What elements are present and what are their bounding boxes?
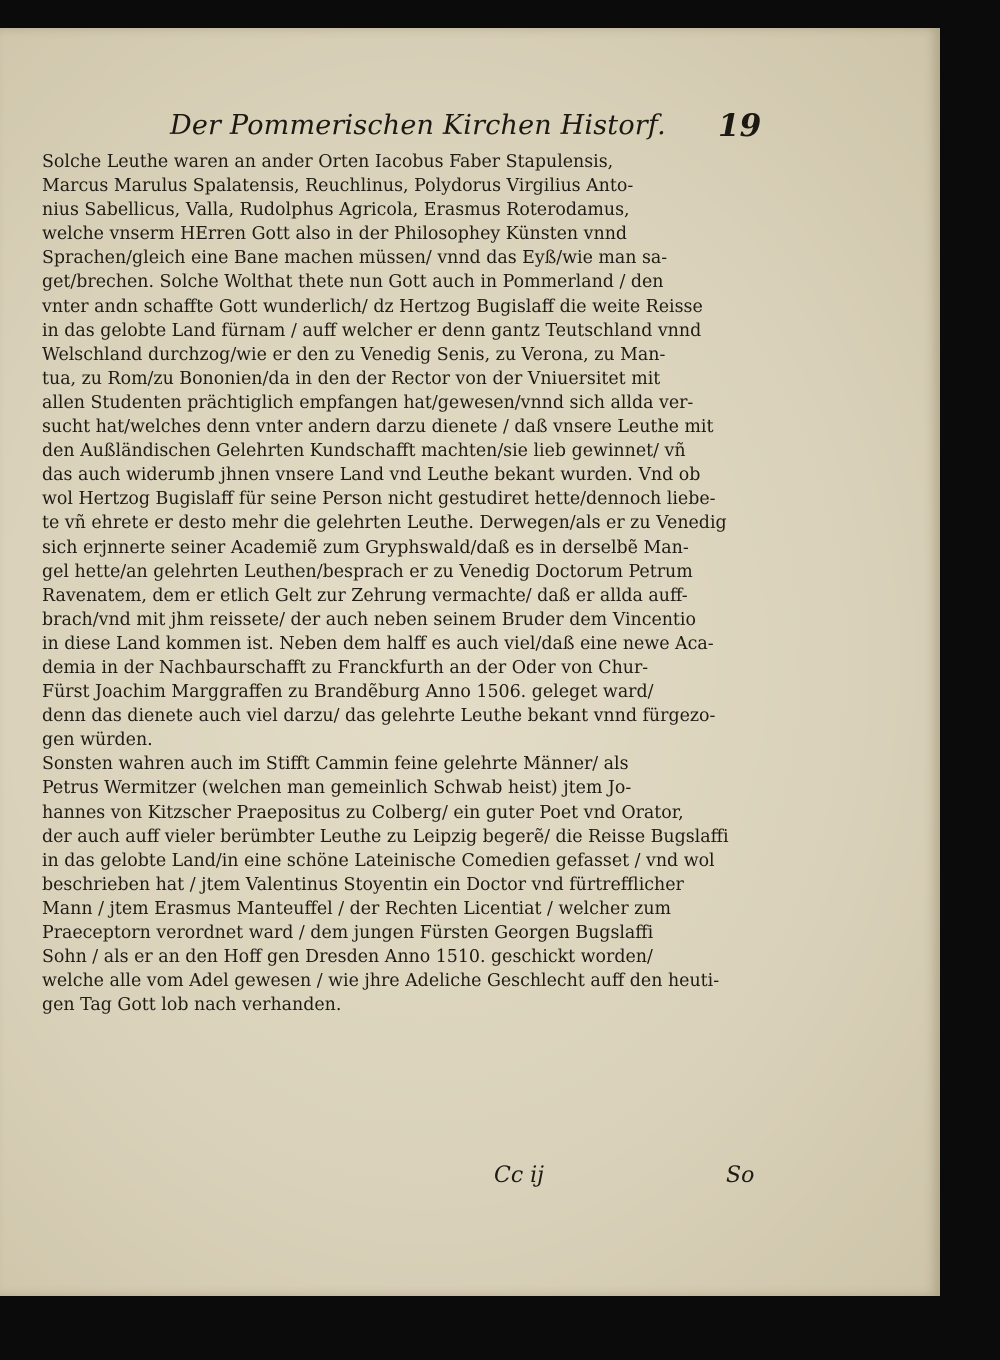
text-line: Fürst Joachim Marggraffen zu Brandẽburg Anno 1506. geleget ward/	[42, 682, 654, 703]
text-line: Petrus Wermitzer (welchen man gemeinlich Schwab heist) jtem Jo-	[42, 778, 632, 799]
catchword: So	[726, 1163, 755, 1188]
text-line: der auch auff vieler berümbter Leuthe zu Leipzig begerẽ/ die Reisse Bugslaffi	[42, 826, 729, 847]
text-line: das auch widerumb jhnen vnsere Land vnd Leuthe bekant wurden. Vnd ob	[42, 465, 701, 486]
book-page	[0, 28, 940, 1296]
text-line: vnter andn schaffte Gott wunderlich/ dz Hertzog Bugislaff die weite Reisse	[42, 296, 703, 317]
text-line: in das gelobte Land/in eine schöne Lateinische Comedien gefasset / vnd wol	[42, 850, 715, 871]
text-line: gen Tag Gott lob nach verhanden.	[42, 995, 342, 1016]
text-line: Sonsten wahren auch im Stifft Cammin feine gelehrte Männer/ als	[42, 754, 629, 775]
text-line: get/brechen. Solche Wolthat thete nun Gott auch in Pommerland / den	[42, 272, 664, 293]
text-line: denn das dienete auch viel darzu/ das gelehrte Leuthe bekant vnnd fürgezo-	[42, 706, 716, 727]
text-line: gen würden.	[42, 730, 153, 751]
text-line: hannes von Kitzscher Praepositus zu Colberg/ ein guter Poet vnd Orator,	[42, 802, 684, 823]
text-line: wol Hertzog Bugislaff für seine Person nicht gestudiret hette/dennoch liebe-	[42, 489, 716, 510]
text-line: Marcus Marulus Spalatensis, Reuchlinus, Polydorus Virgilius Anto-	[42, 176, 634, 197]
text-line: demia in der Nachbaurschafft zu Franckfurth an der Oder von Chur-	[42, 657, 649, 678]
text-line: sich erjnnerte seiner Academiẽ zum Gryphswald/daß es in derselbẽ Man-	[42, 537, 689, 558]
text-line: in diese Land kommen ist. Neben dem halff es auch viel/daß eine newe Aca-	[42, 633, 714, 654]
text-line: Solche Leuthe waren an ander Orten Iacobus Faber Stapulensis,	[42, 152, 614, 172]
text-line: te vñ ehrete er desto mehr die gelehrten Leuthe. Derwegen/als er zu Venedig	[42, 513, 727, 534]
page-number: 19	[718, 108, 762, 144]
text-line: welche alle vom Adel gewesen / wie jhre Adeliche Geschlecht auff den heuti-	[42, 971, 720, 992]
body-text	[42, 150, 782, 1017]
text-line: Sprachen/gleich eine Bane machen müssen/ vnnd das Eyß/wie man sa-	[42, 248, 668, 269]
text-line: nius Sabellicus, Valla, Rudolphus Agricola, Erasmus Roterodamus,	[42, 200, 630, 221]
signature-mark: Cc ij	[494, 1163, 545, 1188]
text-line: welche vnserm HErren Gott also in der Philosophey Künsten vnnd	[42, 224, 628, 245]
text-line: tua, zu Rom/zu Bononien/da in den der Rector von der Vniuersitet mit	[42, 368, 661, 389]
text-line: Praeceptorn verordnet ward / dem jungen Fürsten Georgen Bugslaffi	[42, 923, 654, 943]
text-line: allen Studenten prächtiglich empfangen hat/gewesen/vnnd sich allda ver-	[42, 392, 694, 413]
text-line: Mann / jtem Erasmus Manteuffel / der Rechten Licentiat / welcher zum	[42, 898, 672, 919]
text-line: Sohn / als er an den Hoff gen Dresden Anno 1510. geschickt worden/	[42, 947, 653, 968]
page-footer	[0, 1163, 940, 1203]
text-line: beschrieben hat / jtem Valentinus Stoyentin ein Doctor vnd fürtrefflicher	[42, 874, 684, 895]
text-line: in das gelobte Land fürnam / auff welcher er denn gantz Teutschland vnnd	[42, 320, 702, 341]
text-line: den Außländischen Gelehrten Kundschafft machten/sie lieb gewinnet/ vñ	[42, 441, 686, 462]
text-line: sucht hat/welches denn vnter andern darzu dienete / daß vnsere Leuthe mit	[42, 417, 714, 438]
text-line: brach/vnd mit jhm reissete/ der auch neben seinem Bruder dem Vincentio	[42, 609, 696, 630]
text-line: Ravenatem, dem er etlich Gelt zur Zehrung vermachte/ daß er allda auff-	[42, 585, 688, 606]
text-line: gel hette/an gelehrten Leuthen/besprach er zu Venedig Doctorum Petrum	[42, 561, 693, 582]
running-title: Der Pommerischen Kirchen Historf.	[170, 110, 666, 141]
text-line: Welschland durchzog/wie er den zu Venedig Senis, zu Verona, zu Man-	[42, 344, 666, 365]
running-header	[170, 110, 770, 150]
